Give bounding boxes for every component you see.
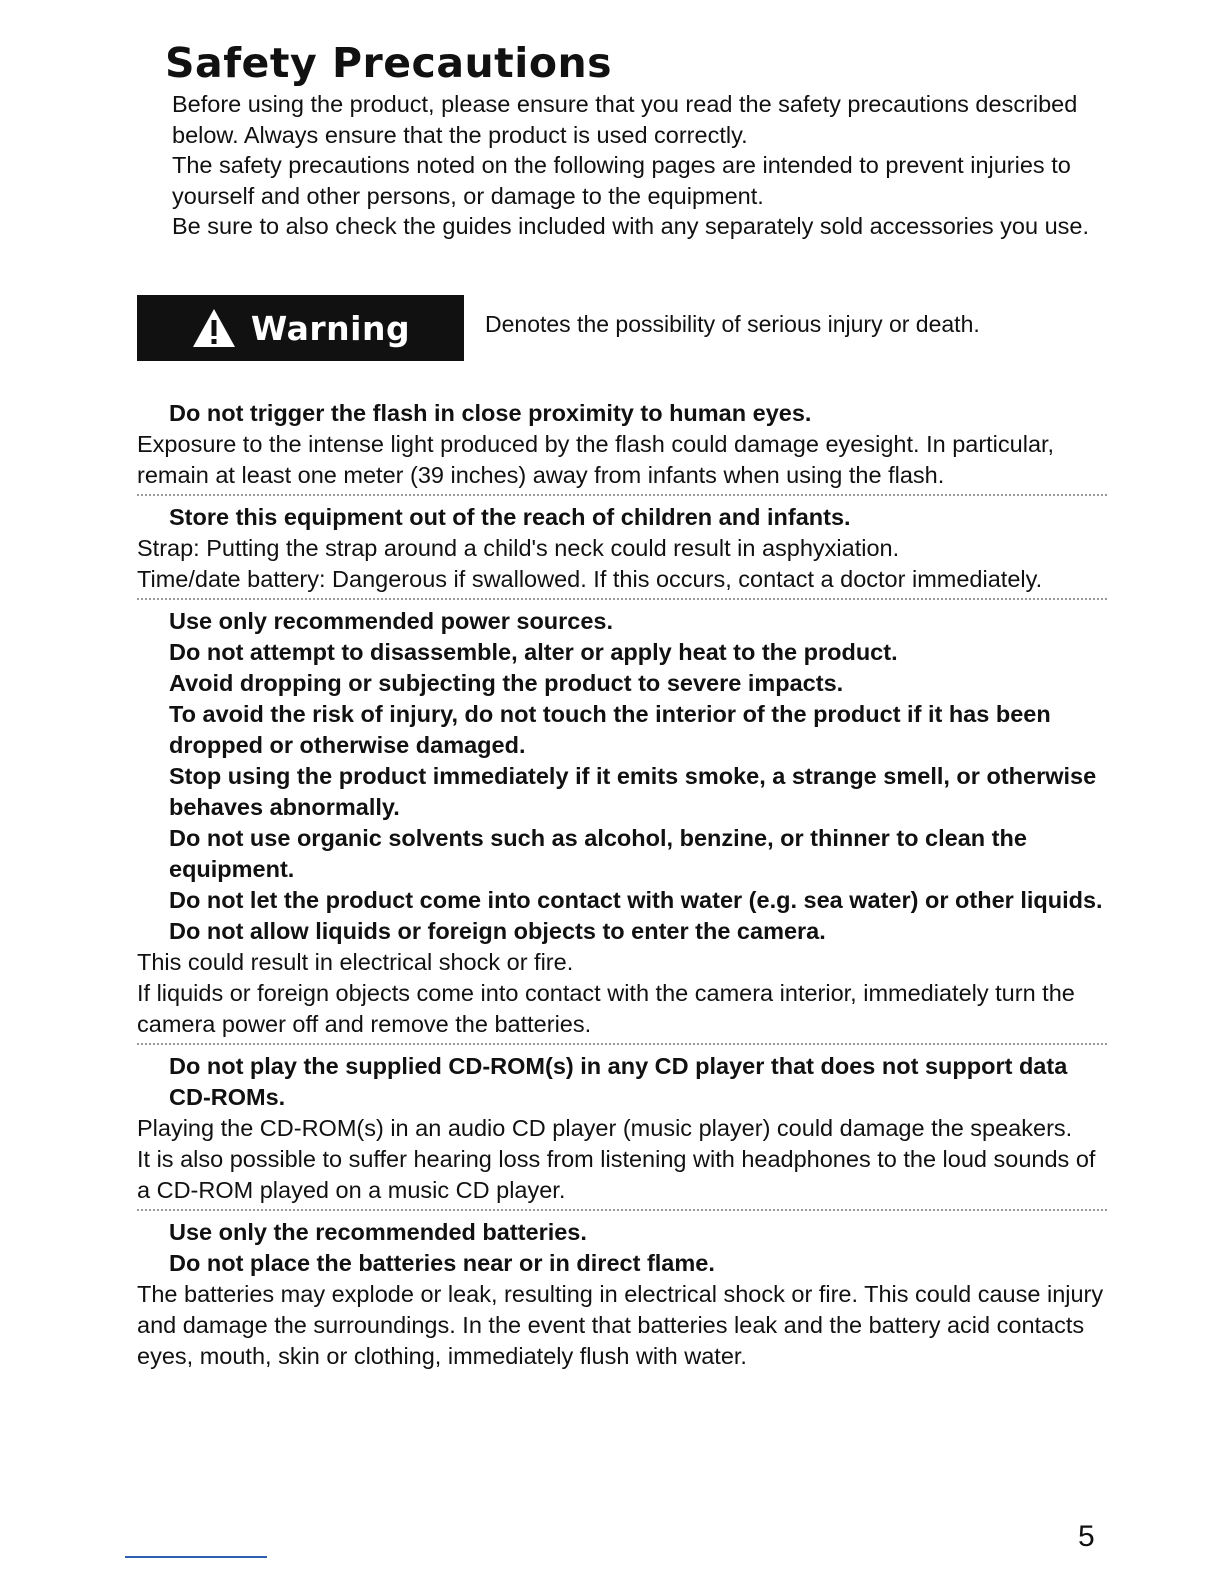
warning-banner <box>137 295 464 361</box>
warning-label: Warning <box>250 308 411 348</box>
precaution-heading: Do not let the product come into contact with water (e.g. sea water) or other liquids. <box>169 887 1103 913</box>
page-title: Safety Precautions <box>165 39 613 88</box>
warning-triangle-icon <box>191 307 237 349</box>
precaution-text: If liquids or foreign objects come into contact with the camera interior, immediately turn the camera power off and remove the batteries. <box>137 980 1075 1037</box>
precaution-text: Time/date battery: Dangerous if swallowed. If this occurs, contact a doctor immediately. <box>137 566 1043 592</box>
precaution-text: This could result in electrical shock or fire. <box>137 949 574 975</box>
precaution-heading: Do not attempt to disassemble, alter or apply heat to the product. <box>169 639 898 665</box>
precaution-heading: Avoid dropping or subjecting the product to severe impacts. <box>169 670 844 696</box>
intro-paragraph: The safety precautions noted on the following pages are intended to prevent injuries to yourself and other persons, or damage to the equipment. <box>172 152 1071 209</box>
precaution-heading: Do not trigger the flash in close proximity to human eyes. <box>169 400 812 426</box>
precaution-section <box>137 606 1107 1045</box>
footer-rule <box>125 1556 267 1558</box>
precaution-text: Strap: Putting the strap around a child's neck could result in asphyxiation. <box>137 535 900 561</box>
precaution-section <box>137 1051 1107 1211</box>
precaution-heading: Use only the recommended batteries. <box>169 1219 587 1245</box>
precaution-heading: Store this equipment out of the reach of children and infants. <box>169 504 851 530</box>
precautions-list <box>137 398 1107 1375</box>
warning-description: Denotes the possibility of serious injury or death. <box>485 311 980 337</box>
precaution-heading: Stop using the product immediately if it emits smoke, a strange smell, or otherwise behaves abnormally. <box>169 763 1097 820</box>
precaution-section <box>137 502 1107 600</box>
intro <box>172 89 1117 242</box>
precaution-section <box>137 398 1107 496</box>
precaution-text: Playing the CD-ROM(s) in an audio CD player (music player) could damage the speakers. <box>137 1115 1073 1141</box>
precaution-heading: To avoid the risk of injury, do not touch the interior of the product if it has been dropped or otherwise damaged. <box>169 701 1051 758</box>
precaution-text: The batteries may explode or leak, resulting in electrical shock or fire. This could cause injury and damage the surroundings. In the event that batteries leak and the battery acid contacts eyes, mouth, skin or clothing, immediately flush with water. <box>137 1281 1104 1369</box>
precaution-text: It is also possible to suffer hearing loss from listening with headphones to the loud sounds of a CD-ROM played on a music CD player. <box>137 1146 1096 1203</box>
intro-paragraph: Be sure to also check the guides included with any separately sold accessories you use. <box>172 213 1090 239</box>
precaution-heading: Do not allow liquids or foreign objects to enter the camera. <box>169 918 826 944</box>
precaution-heading: Do not play the supplied CD-ROM(s) in any CD player that does not support data CD-ROMs. <box>169 1053 1068 1110</box>
intro-paragraph: Before using the product, please ensure that you read the safety precautions described below. Always ensure that the product is used correctly. <box>172 91 1078 148</box>
precaution-heading: Use only recommended power sources. <box>169 608 614 634</box>
precaution-heading: Do not use organic solvents such as alcohol, benzine, or thinner to clean the equipment. <box>169 825 1027 882</box>
precaution-text: Exposure to the intense light produced by the flash could damage eyesight. In particular, remain at least one meter (39 inches) away from infants when using the flash. <box>137 431 1055 488</box>
precaution-section <box>137 1217 1107 1375</box>
precaution-heading: Do not place the batteries near or in direct flame. <box>169 1250 715 1276</box>
page-number: 5 <box>1078 1520 1095 1553</box>
